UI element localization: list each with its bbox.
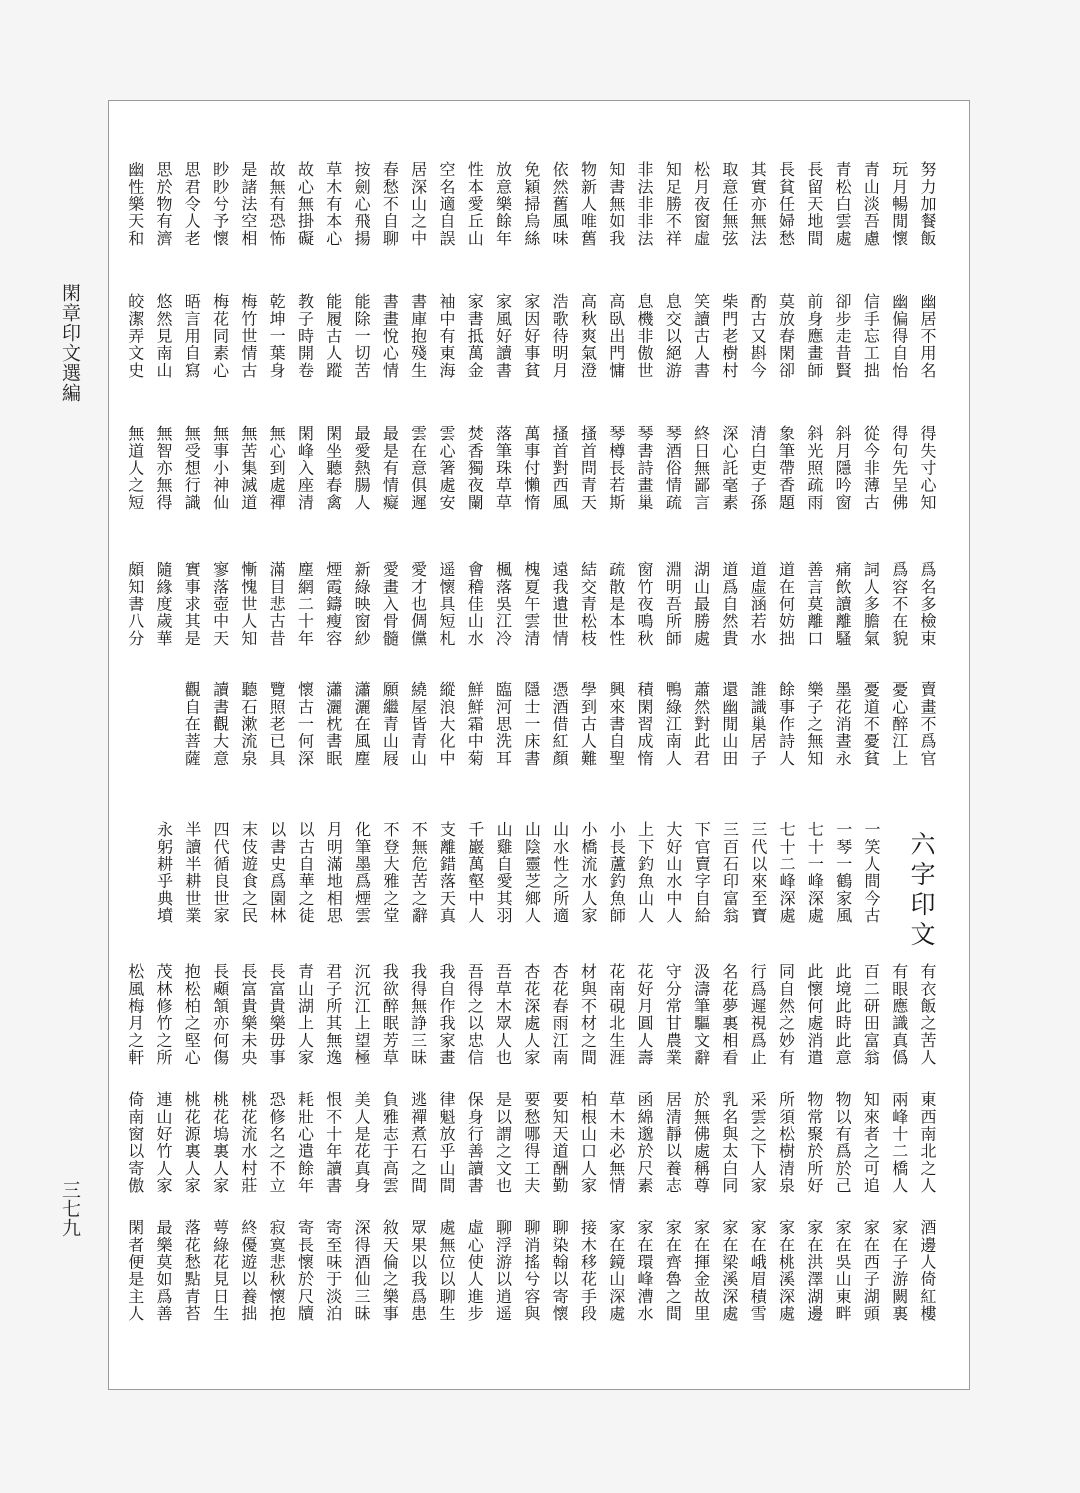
seal-phrase: 下官賣字自給 [692, 821, 712, 925]
seal-phrase: 懷古一何深 [295, 681, 315, 767]
seal-phrase: 終優遊以養拙 [238, 1219, 258, 1323]
seal-phrase: 閑者便是主人 [125, 1219, 145, 1323]
seal-phrase: 積閑習成惰 [635, 681, 655, 767]
seal-phrase: 桃花源裏人家 [182, 1091, 202, 1195]
seal-phrase: 汲濤筆驅文辭 [691, 963, 711, 1067]
seal-phrase: 律魁放乎山間 [436, 1091, 456, 1195]
seal-phrase: 杏花春雨江南 [550, 963, 570, 1067]
seal-phrase: 三代以來至寶 [748, 821, 768, 925]
tier-5 [120, 681, 941, 767]
seal-phrase: 浩歌待明月 [550, 293, 570, 379]
seal-phrase: 眾果以我爲患 [408, 1219, 428, 1323]
seal-phrase: 最樂莫如爲善 [153, 1219, 173, 1323]
seal-phrase: 觀自在菩薩 [182, 681, 202, 767]
seal-phrase: 新綠映窗紗 [352, 561, 372, 647]
seal-phrase: 疏散是本性 [606, 561, 626, 647]
seal-phrase: 非法非非法 [635, 161, 655, 247]
seal-phrase: 千巖萬壑中人 [465, 821, 485, 925]
seal-phrase: 無智亦無得 [153, 425, 173, 511]
seal-phrase: 搔首問青天 [578, 425, 598, 511]
seal-phrase: 家在梁溪深處 [719, 1219, 739, 1323]
seal-phrase: 行爲遲視爲止 [748, 963, 768, 1067]
seal-phrase: 無道人之短 [125, 425, 145, 511]
seal-phrase: 笑讀古人書 [691, 293, 711, 379]
seal-phrase: 塵網二十年 [295, 561, 315, 647]
seal-phrase: 逃禪煮石之間 [408, 1091, 428, 1195]
seal-phrase: 憂道不憂貧 [861, 681, 881, 767]
seal-phrase: 敘天倫之樂事 [380, 1219, 400, 1323]
seal-phrase: 柴門老樹村 [719, 293, 739, 379]
seal-phrase: 桃花塢裏人家 [210, 1091, 230, 1195]
seal-phrase: 末伎遊食之民 [239, 821, 259, 925]
seal-phrase: 兩峰十二橋人 [889, 1091, 909, 1195]
seal-phrase: 保身行善讀書 [465, 1091, 485, 1195]
seal-phrase: 百二研田富翁 [861, 963, 881, 1067]
seal-phrase: 幽偏得自怡 [889, 293, 909, 379]
seal-phrase: 要愁哪得工夫 [521, 1091, 541, 1195]
seal-phrase: 山陰靈芝鄉人 [522, 821, 542, 925]
seal-phrase: 東西南北之人 [918, 1091, 937, 1195]
seal-phrase: 家在環峰漕水 [635, 1219, 655, 1323]
seal-phrase: 落筆珠草草 [493, 425, 513, 511]
seal-phrase: 是諸法空相 [238, 161, 258, 247]
seal-phrase: 恨不十年讀書 [323, 1091, 343, 1195]
seal-phrase: 松風梅月之軒 [125, 963, 145, 1067]
seal-phrase: 其實亦無法 [748, 161, 768, 247]
seal-phrase: 閑坐聽春禽 [323, 425, 343, 511]
seal-phrase: 頗知書八分 [125, 561, 145, 647]
tier-2 [120, 293, 941, 379]
seal-phrase: 小長蘆釣魚師 [607, 821, 627, 925]
seal-phrase: 桃花流水村莊 [238, 1091, 258, 1195]
seal-phrase: 能履古人蹤 [323, 293, 343, 379]
seal-phrase: 書畫悅心情 [380, 293, 400, 379]
seal-phrase: 半讀半耕世業 [182, 821, 202, 925]
seal-phrase: 痛飲讀離騷 [833, 561, 853, 647]
tier-4 [120, 561, 941, 647]
seal-phrase: 樂子之無知 [804, 681, 824, 767]
tier-7 [120, 963, 941, 1066]
seal-phrase: 鮮鮮霜中菊 [465, 681, 485, 767]
seal-phrase: 七十一峰深處 [805, 821, 825, 925]
seal-phrase: 恐修名之不立 [267, 1091, 287, 1195]
seal-phrase: 支離錯落天真 [437, 821, 457, 925]
seal-phrase: 斜光照疏雨 [804, 425, 824, 511]
seal-phrase: 愛才也倜儻 [408, 561, 428, 647]
seal-phrase: 會稽佳山水 [465, 561, 485, 647]
seal-phrase: 落花愁點青苔 [182, 1219, 202, 1323]
seal-phrase: 讀書觀大意 [210, 681, 230, 767]
seal-phrase: 憑酒借紅顏 [550, 681, 570, 767]
seal-phrase: 放意樂餘年 [493, 161, 513, 247]
seal-phrase: 搔首對西風 [550, 425, 570, 511]
seal-phrase: 草木有本心 [323, 161, 343, 247]
seal-phrase: 萼綠花見日生 [210, 1219, 230, 1323]
seal-phrase: 寥落壺中天 [210, 561, 230, 647]
seal-phrase: 性本愛丘山 [465, 161, 485, 247]
seal-phrase: 遠我遺世情 [550, 561, 570, 647]
seal-phrase: 幽性樂天和 [125, 161, 145, 247]
seal-phrase: 青山湖上人家 [295, 963, 315, 1067]
seal-phrase: 茂林修竹之所 [153, 963, 173, 1067]
seal-phrase: 雲在意俱遲 [408, 425, 428, 511]
seal-phrase: 我欲醉眠芳草 [380, 963, 400, 1067]
seal-phrase: 家在揮金故里 [691, 1219, 711, 1323]
seal-phrase: 湖山最勝處 [691, 561, 711, 647]
seal-phrase: 餘事作詩人 [776, 681, 796, 767]
seal-phrase: 四代循良世家 [211, 821, 231, 925]
seal-phrase: 長留天地間 [804, 161, 824, 247]
seal-phrase: 最愛熱腸人 [352, 425, 372, 511]
seal-phrase: 春愁不自聊 [380, 161, 400, 247]
seal-phrase: 眇眇兮予懷 [210, 161, 230, 247]
seal-phrase: 酌古又斟今 [748, 293, 768, 379]
seal-phrase: 青松白雲處 [833, 161, 853, 247]
seal-phrase: 故心無掛礙 [295, 161, 315, 247]
seal-phrase: 願繼青山屐 [380, 681, 400, 767]
seal-phrase: 繞屋皆青山 [408, 681, 428, 767]
seal-phrase: 虛心使人進步 [465, 1219, 485, 1323]
seal-phrase: 此懷何處消遣 [804, 963, 824, 1067]
seal-phrase: 以古自華之徒 [296, 821, 316, 925]
seal-phrase: 居深山之中 [408, 161, 428, 247]
seal-phrase: 道爲自然貴 [719, 561, 739, 647]
seal-phrase: 無心到處禪 [267, 425, 287, 511]
seal-phrase: 慚愧世人知 [238, 561, 258, 647]
page [108, 100, 970, 1390]
tier-1 [120, 161, 941, 247]
seal-phrase: 按劍心飛揚 [352, 161, 372, 247]
seal-phrase: 實事求其是 [182, 561, 202, 647]
seal-phrase: 興來書自聖 [606, 681, 626, 767]
seal-phrase: 卻步走昔賢 [833, 293, 853, 379]
seal-phrase: 家在齊魯之間 [663, 1219, 683, 1323]
seal-phrase: 不無危苦之辭 [409, 821, 429, 925]
seal-phrase: 從今非薄古 [861, 425, 881, 511]
seal-phrase: 吾草木眾人也 [493, 963, 513, 1067]
seal-phrase: 函綿邈於尺素 [635, 1091, 655, 1195]
seal-phrase: 月明滿地相思 [324, 821, 344, 925]
seal-phrase: 憂心醉江上 [889, 681, 909, 767]
seal-phrase: 不登大雅之堂 [380, 821, 400, 925]
seal-phrase: 接木移花手段 [578, 1219, 598, 1323]
seal-phrase: 賣畫不爲官 [918, 681, 937, 767]
seal-phrase: 莫放春閑卻 [776, 293, 796, 379]
seal-phrase: 道虛涵若水 [748, 561, 768, 647]
tier-8 [120, 1091, 941, 1194]
seal-phrase: 終日無鄙言 [691, 425, 711, 511]
seal-phrase: 君子所其無逸 [323, 963, 343, 1067]
seal-phrase: 結交青松枝 [578, 561, 598, 647]
seal-phrase: 大好山水中人 [663, 821, 683, 925]
seal-phrase: 得失寸心知 [918, 425, 937, 511]
seal-phrase: 玩月暢閒懷 [889, 161, 909, 247]
seal-phrase: 深得酒仙三昧 [352, 1219, 372, 1323]
seal-phrase: 物以有爲於己 [833, 1091, 853, 1195]
seal-phrase: 故無有恐怖 [267, 161, 287, 247]
seal-phrase: 槐夏午雲清 [521, 561, 541, 647]
seal-phrase: 長顑頷亦何傷 [210, 963, 230, 1067]
seal-phrase: 取意任無弦 [719, 161, 739, 247]
seal-phrase: 爲名多檢束 [918, 561, 937, 647]
seal-phrase: 要知天道酬勤 [550, 1091, 570, 1195]
seal-phrase: 煙霞鑄瘦容 [323, 561, 343, 647]
seal-phrase: 乳名與太白同 [719, 1091, 739, 1195]
seal-phrase: 誰識巢居子 [748, 681, 768, 767]
seal-phrase: 爲容不在貌 [889, 561, 909, 647]
seal-phrase: 草木未必無情 [606, 1091, 626, 1195]
seal-phrase: 守分常甘農業 [663, 963, 683, 1067]
seal-phrase: 處無位以聊生 [436, 1219, 456, 1323]
seal-phrase: 名花夢裏相看 [719, 963, 739, 1067]
seal-phrase: 山雞自愛其羽 [494, 821, 514, 925]
seal-phrase: 隨緣度歲華 [153, 561, 173, 647]
section-heading: 六字印文 [907, 831, 936, 951]
seal-phrase: 得句先呈佛 [889, 425, 909, 511]
seal-phrase: 閑峰入座清 [295, 425, 315, 511]
seal-phrase: 材與不材之間 [578, 963, 598, 1067]
seal-phrase: 此境此時此意 [833, 963, 853, 1067]
seal-phrase: 還幽閒山田 [719, 681, 739, 767]
seal-phrase: 連山好竹人家 [153, 1091, 173, 1195]
seal-phrase: 努力加餐飯 [918, 161, 937, 247]
seal-phrase: 思於物有濟 [153, 161, 173, 247]
seal-phrase: 所須松樹清泉 [776, 1091, 796, 1195]
seal-phrase: 悠然見南山 [153, 293, 173, 379]
seal-phrase: 一琴一鶴家風 [833, 821, 853, 925]
seal-phrase: 雲心箸處安 [436, 425, 456, 511]
seal-phrase: 免穎掃烏絲 [521, 161, 541, 247]
seal-phrase: 倚南窗以寄傲 [125, 1091, 145, 1195]
seal-phrase: 同自然之妙有 [776, 963, 796, 1067]
seal-phrase: 七十二峰深處 [777, 821, 797, 925]
seal-phrase: 高臥出門慵 [606, 293, 626, 379]
seal-phrase: 空名適自誤 [436, 161, 456, 247]
seal-phrase: 琴書詩畫巢 [635, 425, 655, 511]
seal-phrase: 萬事付懶惰 [521, 425, 541, 511]
seal-phrase: 滿目悲古昔 [267, 561, 287, 647]
seal-phrase: 道在何妨拙 [776, 561, 796, 647]
seal-phrase: 寄長懷於尺牘 [295, 1219, 315, 1323]
seal-phrase: 柏根山口人家 [578, 1091, 598, 1195]
seal-phrase: 學到古人難 [578, 681, 598, 767]
tier-9 [120, 1219, 941, 1322]
seal-phrase: 小橋流水人家 [579, 821, 599, 925]
seal-phrase: 抱松柏之堅心 [182, 963, 202, 1067]
seal-phrase: 家在桃溪深處 [776, 1219, 796, 1323]
seal-phrase: 花好月圓人壽 [635, 963, 655, 1067]
seal-phrase: 家在西子湖頭 [861, 1219, 881, 1323]
seal-phrase: 永躬耕乎典墳 [154, 821, 174, 925]
seal-phrase: 愛畫入骨髓 [380, 561, 400, 647]
seal-phrase: 深心託毫素 [719, 425, 739, 511]
seal-phrase: 乾坤一葉身 [267, 293, 287, 379]
seal-phrase: 聽石漱流泉 [238, 681, 258, 767]
seal-phrase: 無事小神仙 [210, 425, 230, 511]
seal-phrase: 梅花同素心 [210, 293, 230, 379]
seal-phrase: 琴酒俗情疏 [663, 425, 683, 511]
seal-phrase: 高秋爽氣澄 [578, 293, 598, 379]
seal-phrase: 長貧任婦愁 [776, 161, 796, 247]
seal-phrase: 縱浪大化中 [436, 681, 456, 767]
seal-phrase: 最是有情癡 [380, 425, 400, 511]
seal-phrase: 淵明吾所師 [663, 561, 683, 647]
seal-phrase: 美人是花真身 [352, 1091, 372, 1195]
seal-phrase: 墨花消晝永 [833, 681, 853, 767]
seal-phrase: 居清靜以養志 [663, 1091, 683, 1195]
seal-phrase: 前身應畫師 [804, 293, 824, 379]
seal-phrase: 負雅志于高雲 [380, 1091, 400, 1195]
seal-phrase: 臨河思洗耳 [493, 681, 513, 767]
seal-phrase: 聊消搖兮容與 [521, 1219, 541, 1323]
seal-phrase: 是以謂之文也 [493, 1091, 513, 1195]
seal-phrase: 清白吏子孫 [748, 425, 768, 511]
seal-phrase: 幽居不用名 [918, 293, 937, 379]
seal-phrase: 家因好事貧 [521, 293, 541, 379]
seal-phrase: 詞人多膽氣 [861, 561, 881, 647]
seal-phrase: 杏花深處人家 [521, 963, 541, 1067]
seal-phrase: 采雲之下人家 [748, 1091, 768, 1195]
seal-phrase: 耗壯心遣餘年 [295, 1091, 315, 1195]
seal-phrase: 隱士一床書 [521, 681, 541, 767]
seal-phrase: 有衣飯之苦人 [918, 963, 937, 1067]
seal-phrase: 酒邊人倚紅樓 [918, 1219, 937, 1323]
seal-phrase: 有眼應識真僞 [889, 963, 909, 1067]
seal-phrase: 家在峨眉積雪 [748, 1219, 768, 1323]
seal-phrase: 青山淡吾慮 [861, 161, 881, 247]
seal-phrase: 斜月隱吟窗 [833, 425, 853, 511]
seal-phrase: 象筆帶香題 [776, 425, 796, 511]
seal-phrase: 教子時開卷 [295, 293, 315, 379]
seal-phrase: 化筆墨爲煙雲 [352, 821, 372, 925]
seal-phrase: 蕭然對此君 [691, 681, 711, 767]
seal-phrase: 松月夜窗虛 [691, 161, 711, 247]
seal-phrase: 上下釣魚山人 [635, 821, 655, 925]
seal-phrase: 物新人唯舊 [578, 161, 598, 247]
seal-phrase: 息交以絕游 [663, 293, 683, 379]
seal-phrase: 息機非傲世 [635, 293, 655, 379]
seal-phrase: 無受想行識 [182, 425, 202, 511]
seal-phrase: 鴨綠江南人 [663, 681, 683, 767]
seal-phrase: 聊染翰以寄懷 [550, 1219, 570, 1323]
seal-phrase: 花南硯北生涯 [606, 963, 626, 1067]
seal-phrase: 袖中有東海 [436, 293, 456, 379]
seal-phrase: 善言莫離口 [804, 561, 824, 647]
seal-phrase: 家在子游闕裏 [889, 1219, 909, 1323]
seal-phrase: 無苦集滅道 [238, 425, 258, 511]
seal-phrase: 家在鏡山深處 [606, 1219, 626, 1323]
seal-phrase: 知足勝不祥 [663, 161, 683, 247]
seal-phrase: 山水性之所適 [550, 821, 570, 925]
seal-phrase: 瀟灑枕書眠 [323, 681, 343, 767]
seal-phrase: 家書抵萬金 [465, 293, 485, 379]
seal-phrase: 沉沉江上望極 [352, 963, 372, 1067]
seal-phrase: 瀟灑在風塵 [352, 681, 372, 767]
tier-3 [120, 425, 941, 511]
seal-phrase: 物常聚於所好 [804, 1091, 824, 1195]
seal-phrase: 我得無諍三昧 [408, 963, 428, 1067]
seal-phrase: 家風好讀書 [493, 293, 513, 379]
seal-phrase: 晤言用自寫 [182, 293, 202, 379]
seal-phrase: 長富貴樂毋事 [267, 963, 287, 1067]
seal-phrase: 長富貴樂未央 [238, 963, 258, 1067]
seal-phrase: 以書史爲園林 [267, 821, 287, 925]
seal-phrase: 梅竹世情古 [238, 293, 258, 379]
seal-phrase: 思君令人老 [182, 161, 202, 247]
seal-phrase: 家在吳山東畔 [833, 1219, 853, 1323]
seal-phrase: 於無佛處稱尊 [691, 1091, 711, 1195]
seal-phrase: 皎潔弄文史 [125, 293, 145, 379]
seal-phrase: 知書無如我 [606, 161, 626, 247]
seal-phrase: 家在洪澤湖邊 [804, 1219, 824, 1323]
seal-phrase: 寂寞悲秋懷抱 [267, 1219, 287, 1323]
seal-phrase: 能除一切苦 [352, 293, 372, 379]
seal-phrase: 焚香獨夜闌 [465, 425, 485, 511]
seal-phrase: 一笑人間今古 [862, 821, 881, 925]
seal-phrase: 吾得之以忠信 [465, 963, 485, 1067]
seal-phrase: 書庫抱殘生 [408, 293, 428, 379]
running-title: 閑章印文選編 [59, 283, 81, 403]
seal-phrase: 依然舊風味 [550, 161, 570, 247]
seal-phrase: 聊浮游以逍遥 [493, 1219, 513, 1323]
seal-phrase: 寄至味于淡泊 [323, 1219, 343, 1323]
seal-phrase: 我自作我家畫 [436, 963, 456, 1067]
tier-6 [149, 821, 941, 951]
seal-phrase: 三百石印富翁 [720, 821, 740, 925]
seal-phrase: 琴樽長若斯 [606, 425, 626, 511]
seal-phrase: 知來者之可追 [861, 1091, 881, 1195]
page-number: 三七九 [59, 1180, 81, 1237]
seal-phrase: 覽照老已具 [267, 681, 287, 767]
seal-phrase: 楓落吳江冷 [493, 561, 513, 647]
seal-phrase: 信手忘工拙 [861, 293, 881, 379]
seal-phrase: 窗竹夜鳴秋 [635, 561, 655, 647]
seal-phrase: 遥懷具短札 [436, 561, 456, 647]
